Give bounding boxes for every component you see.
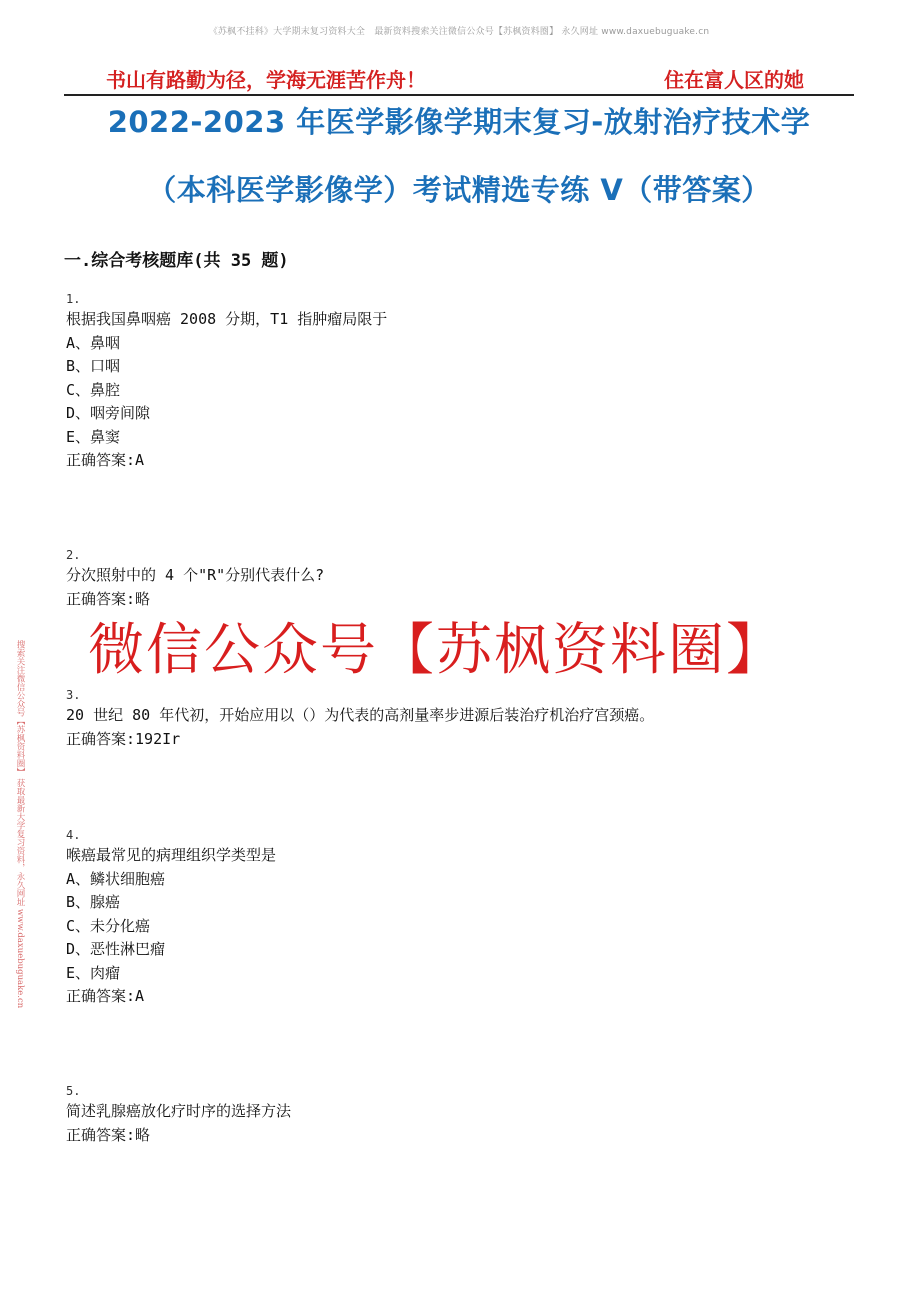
option-c: C、未分化癌: [66, 916, 151, 935]
question-number: 1.: [66, 292, 81, 306]
motto-left: 书山有路勤为径，学海无涯苦作舟！: [106, 68, 426, 92]
document-title-line-2: （本科医学影像学）考试精选专练 V（带答案）: [147, 173, 771, 207]
motto-right: 住在富人区的她: [664, 68, 804, 92]
option-c: C、鼻腔: [66, 380, 121, 399]
question-1: [66, 290, 846, 473]
correct-answer: 正确答案:略: [66, 1125, 151, 1144]
correct-answer: 正确答案:A: [66, 451, 145, 469]
question-number: 5.: [66, 1084, 81, 1098]
option-e: E、鼻窦: [66, 427, 121, 446]
question-text: 分次照射中的 4 个"R"分别代表什么?: [66, 566, 325, 584]
option-b: B、口咽: [66, 357, 121, 375]
section-heading: 一.综合考核题库(共 35 题): [64, 251, 289, 271]
top-banner: 《苏枫不挂科》大学期末复习资料大全 最新资料搜索关注微信公众号【苏枫资料圈】 永久网址 www.daxuebuguake.cn: [208, 27, 710, 37]
question-4: [66, 826, 846, 1009]
wechat-watermark: 微信公众号【苏枫资料圈】: [88, 618, 784, 683]
question-number: 2.: [66, 548, 81, 562]
question-text: 简述乳腺癌放化疗时序的选择方法: [66, 1102, 292, 1120]
question-text: 喉癌最常见的病理组织学类型是: [66, 846, 277, 864]
question-text: 20 世纪 80 年代初，开始应用以（）为代表的高剂量率步进源后装治疗机治疗宫颈癌。: [66, 706, 655, 724]
option-d: D、恶性淋巴瘤: [66, 940, 166, 958]
question-number: 3.: [66, 688, 81, 702]
question-2: [66, 546, 846, 611]
question-text: 根据我国鼻咽癌 2008 分期，T1 指肿瘤局限于: [66, 310, 388, 328]
option-a: A、鳞状细胞癌: [66, 869, 166, 888]
document-title-line-1: 2022-2023 年医学影像学期末复习-放射治疗技术学: [107, 105, 811, 139]
option-d: D、咽旁间隙: [66, 404, 151, 422]
header-divider: [64, 94, 854, 96]
option-b: B、腺癌: [66, 893, 121, 911]
question-number: 4.: [66, 828, 81, 842]
option-a: A、鼻咽: [66, 333, 121, 352]
question-5: [66, 1082, 846, 1147]
correct-answer: 正确答案:略: [66, 589, 151, 608]
correct-answer: 正确答案:192Ir: [66, 729, 181, 748]
side-watermark: 搜索关注微信公众号【苏枫资料圈】 获取最新大学复习资料，永久网址 www.daxuebuguake.cn: [15, 640, 25, 1009]
correct-answer: 正确答案:A: [66, 987, 145, 1005]
option-e: E、肉瘤: [66, 963, 121, 982]
question-3: [66, 686, 846, 751]
